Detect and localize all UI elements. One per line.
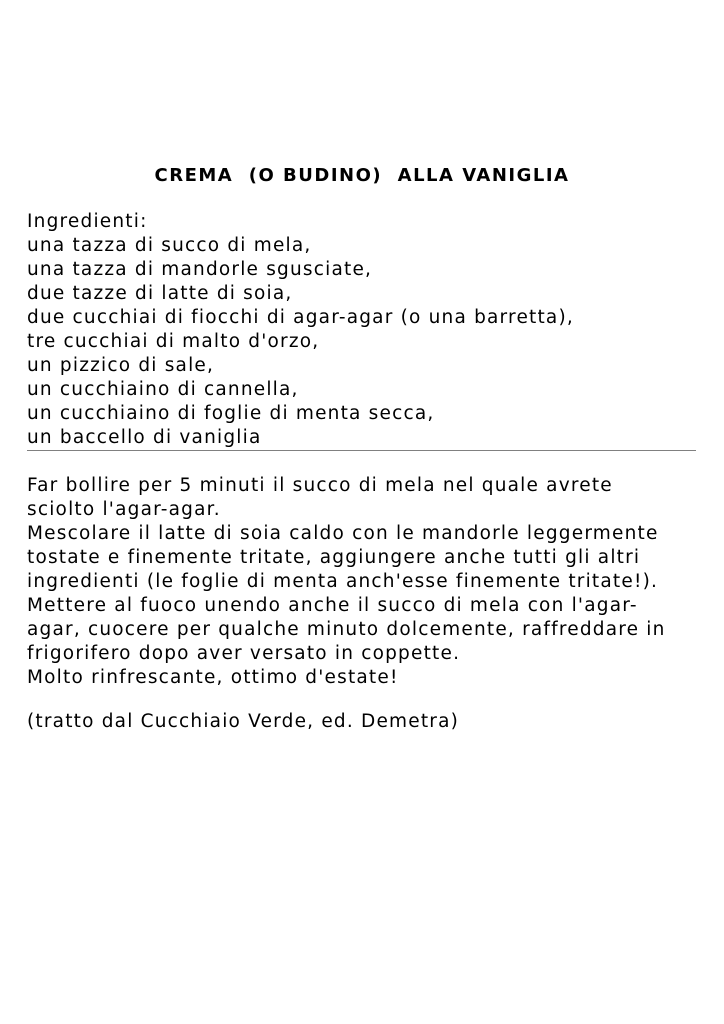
instruction-line: agar, cuocere per qualche minuto dolcemente, raffreddare in (27, 619, 666, 640)
ingredient-item: un baccello di vaniglia (27, 427, 262, 448)
instruction-line: sciolto l'agar-agar. (27, 499, 221, 520)
instruction-line: frigorifero dopo aver versato in coppette. (27, 643, 461, 664)
recipe-title: CREMA (O BUDINO) ALLA VANIGLIA (154, 165, 570, 186)
ingredient-item: una tazza di succo di mela, (27, 235, 312, 256)
ingredient-item: tre cucchiai di malto d'orzo, (27, 331, 320, 352)
ingredient-item: due tazze di latte di soia, (27, 283, 293, 304)
instruction-line: Mettere al fuoco unendo anche il succo di mela con l'agar- (27, 595, 638, 616)
section-divider (27, 450, 696, 451)
ingredients-heading: Ingredienti: (27, 211, 148, 232)
instruction-line: Far bollire per 5 minuti il succo di mela nel quale avrete (27, 475, 613, 496)
instruction-line: Mescolare il latte di soia caldo con le mandorle leggermente (27, 523, 659, 544)
ingredient-item: un pizzico di sale, (27, 355, 215, 376)
ingredient-item: un cucchiaino di foglie di menta secca, (27, 403, 435, 424)
instruction-line: Molto rinfrescante, ottimo d'estate! (27, 667, 399, 688)
ingredient-item: un cucchiaino di cannella, (27, 379, 299, 400)
instructions-text (27, 474, 707, 690)
instruction-line: tostate e finemente tritate, aggiungere anche tutti gli altri (27, 547, 641, 568)
recipe-source: (tratto dal Cucchiaio Verde, ed. Demetra) (27, 711, 460, 732)
ingredient-item: una tazza di mandorle sgusciate, (27, 259, 373, 280)
ingredient-item: due cucchiai di fiocchi di agar-agar (o una barretta), (27, 307, 574, 328)
instruction-line: ingredienti (le foglie di menta anch'esse finemente tritate!). (27, 571, 659, 592)
ingredients-list (27, 210, 707, 450)
